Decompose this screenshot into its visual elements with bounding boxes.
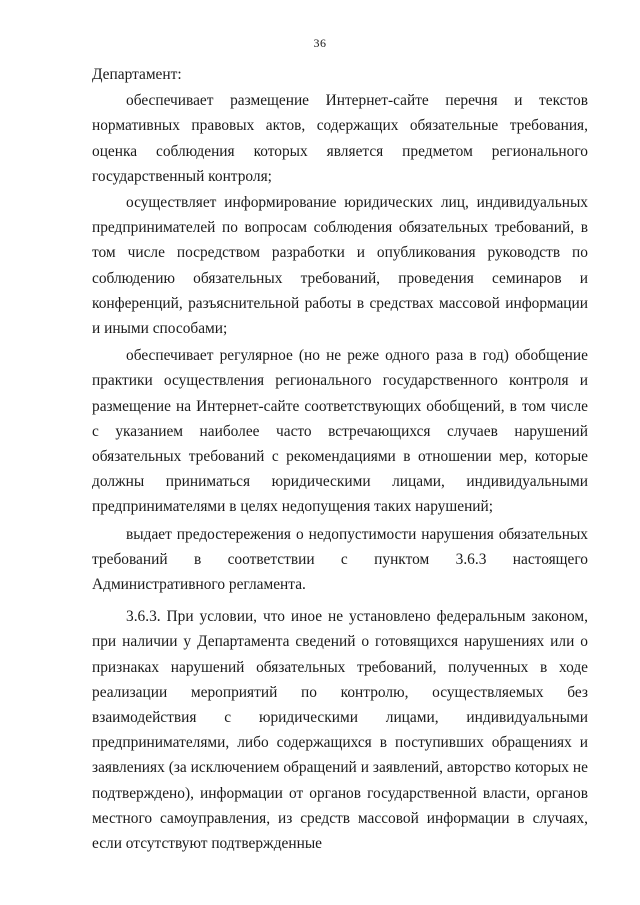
page-number: 36 — [313, 36, 327, 50]
paragraph-5: 3.6.3. При условии, что иное не установлено федеральным законом, при наличии у Департамента сведений о готовящихся нарушениях или о признаках нарушений обязательных требований, полученных в ходе реализации мероприятий по контролю, осуществляемых без взаимодействия с юридическими лицами, индивидуальными предпринимателями, либо содержащихся в поступивших обращениях и заявлениях (за исключением обращений и заявлений, авторство которых не подтверждено), информации от органов государственной власти, органов местного самоуправления, из средств массовой информации в случаях, если отсутствуют подтвержденные — [92, 608, 588, 853]
paragraph-4: выдает предостережения о недопустимости нарушения обязательных требований в соответствии с пунктом 3.6.3 настоящего Административного регламента. — [92, 525, 588, 594]
paragraph-1: обеспечивает размещение Интернет-сайте перечня и текстов нормативных правовых актов, содержащих обязательные требования, оценка соблюдения которых является предметом регионального государственный контроля; — [92, 92, 588, 185]
section-heading: Департамент: — [92, 66, 182, 83]
document-body — [92, 62, 588, 856]
paragraph-2: осуществляет информирование юридических лиц, индивидуальных предпринимателей по вопросам соблюдения обязательных требований, в том числе посредством разработки и опубликования руководств по соблюдению обязательных требований, проведения семинаров и конференций, разъяснительной работы в средствах массовой информации и иными способами; — [92, 194, 588, 338]
paragraph-3: обеспечивает регулярное (но не реже одного раза в год) обобщение практики осуществления регионального государственного контроля и размещение на Интернет-сайте соответствующих обобщений, в том числе с указанием наиболее часто встречающихся случаев нарушений обязательных требований с рекомендациями в отношении мер, которые должны приниматься юридическими лицами, индивидуальными предпринимателями в целях недопущения таких нарушений; — [92, 347, 588, 516]
